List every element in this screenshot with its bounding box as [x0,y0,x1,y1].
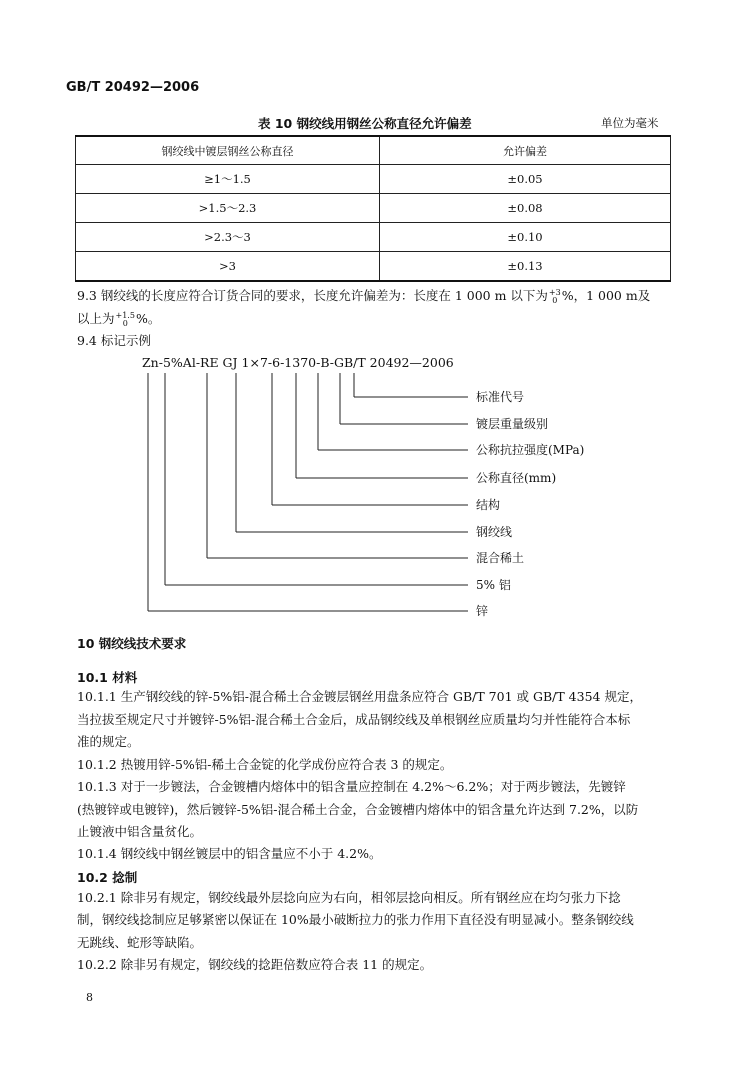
designation-label: 公称直径(mm) [476,471,557,485]
tolerance-table [75,135,671,282]
table-header-row [76,136,671,165]
tolerance-upper: +1.5 [115,310,135,320]
clause-10-1-1-line: 10.1.1 生产钢绞线的锌-5%铝-混合稀土合金镀层钢丝用盘条应符合 GB/T 701 或 GB/T 4354 规定， [77,689,642,704]
table-cell: ±0.13 [380,252,671,282]
table-cell: ±0.05 [380,165,671,194]
clause-10-1-4: 10.1.4 钢绞线中钢丝镀层中的铝含量应不小于 4.2%。 [77,846,382,861]
designation-label: 锌 [476,604,489,618]
table-row [76,252,671,282]
column-header: 钢绞线中镀层钢丝公称直径 [76,136,380,165]
table-row [76,223,671,252]
clause-9-3-line-2 [77,308,160,330]
standard-header: GB/T 20492—2006 [66,80,200,95]
section-10-heading: 10 钢绞线技术要求 [77,636,187,651]
column-header: 允许偏差 [380,136,671,165]
table-cell: ≥1～1.5 [76,165,380,194]
page-number: 8 [86,991,93,1004]
table-title: 表 10 钢绞线用钢丝公称直径允许偏差 [258,116,472,131]
clause-10-1-2: 10.1.2 热镀用锌-5%铝-稀土合金锭的化学成份应符合表 3 的规定。 [77,757,453,772]
clause-10-1-3-line: 10.1.3 对于一步镀法，合金镀槽内熔体中的铝含量应控制在 4.2%～6.2%；对于两步镀法，先镀锌 [77,779,626,794]
designation-label: 公称抗拉强度(MPa) [476,443,585,457]
clause-10-1-1-line: 准的规定。 [77,734,140,749]
clause-10-1-3-line: 止镀液中铝含量贫化。 [77,824,203,839]
tolerance-lower: 0 [552,295,558,305]
clause-10-2-1-line: 10.2.1 除非另有规定，钢绞线最外层捻向应为右向，相邻层捻向相反。所有钢丝应在均匀张力下捻 [77,890,621,905]
clause-9-3-line-1 [77,285,650,307]
table-row [76,165,671,194]
designation-label: 镀层重量级别 [476,417,549,431]
section-10-2-heading: 10.2 捻制 [77,870,138,885]
table-cell: >2.3～3 [76,223,380,252]
table-cell: >1.5～2.3 [76,194,380,223]
tolerance-stack [116,312,135,328]
tolerance-lower: 0 [122,318,128,328]
clause-10-2-1-line: 制，钢绞线捻制应足够紧密以保证在 10%最小破断拉力的张力作用下直径没有明显减小。整条钢绞线 [77,912,634,927]
clause-10-2-2: 10.2.2 除非另有规定，钢绞线的捻距倍数应符合表 11 的规定。 [77,957,433,972]
table-cell: ±0.08 [380,194,671,223]
clause-10-2-1-line: 无跳线、蛇形等缺陷。 [77,935,203,950]
clause-text: %，1 000 m及 [561,288,651,303]
tolerance-stack [549,289,561,305]
section-10-1-heading: 10.1 材料 [77,670,138,685]
designation-label: 标准代号 [476,390,525,404]
designation-label: 钢绞线 [476,525,513,539]
clause-10-1-1-line: 当拉拔至规定尺寸并镀锌-5%铝-混合稀土合金后，成品钢绞线及单根钢丝应质量均匀并性能符合本标 [77,712,631,727]
designation-string: Zn-5%Al-RE GJ 1×7-6-1370-B-GB/T 20492—2006 [142,355,454,370]
designation-label: 混合稀土 [476,551,525,565]
clause-10-1-3-line: (热镀锌或电镀锌)，然后镀锌-5%铝-混合稀土合金，合金镀槽内熔体中的铝含量允许达到 7.2%，以防 [77,802,639,817]
table-cell: >3 [76,252,380,282]
tolerance-upper: +3 [548,287,561,297]
clause-text: 以上为 [77,311,115,326]
table-unit: 单位为毫米 [601,116,659,130]
designation-label: 结构 [476,498,501,512]
table-cell: ±0.10 [380,223,671,252]
clause-9-4-heading: 9.4 标记示例 [77,333,151,348]
clause-text: 9.3 钢绞线的长度应符合订货合同的要求，长度允许偏差为：长度在 1 000 m 以下为 [77,288,548,303]
clause-text: %。 [135,311,161,326]
designation-label: 5% 铝 [476,578,511,592]
table-row [76,194,671,223]
